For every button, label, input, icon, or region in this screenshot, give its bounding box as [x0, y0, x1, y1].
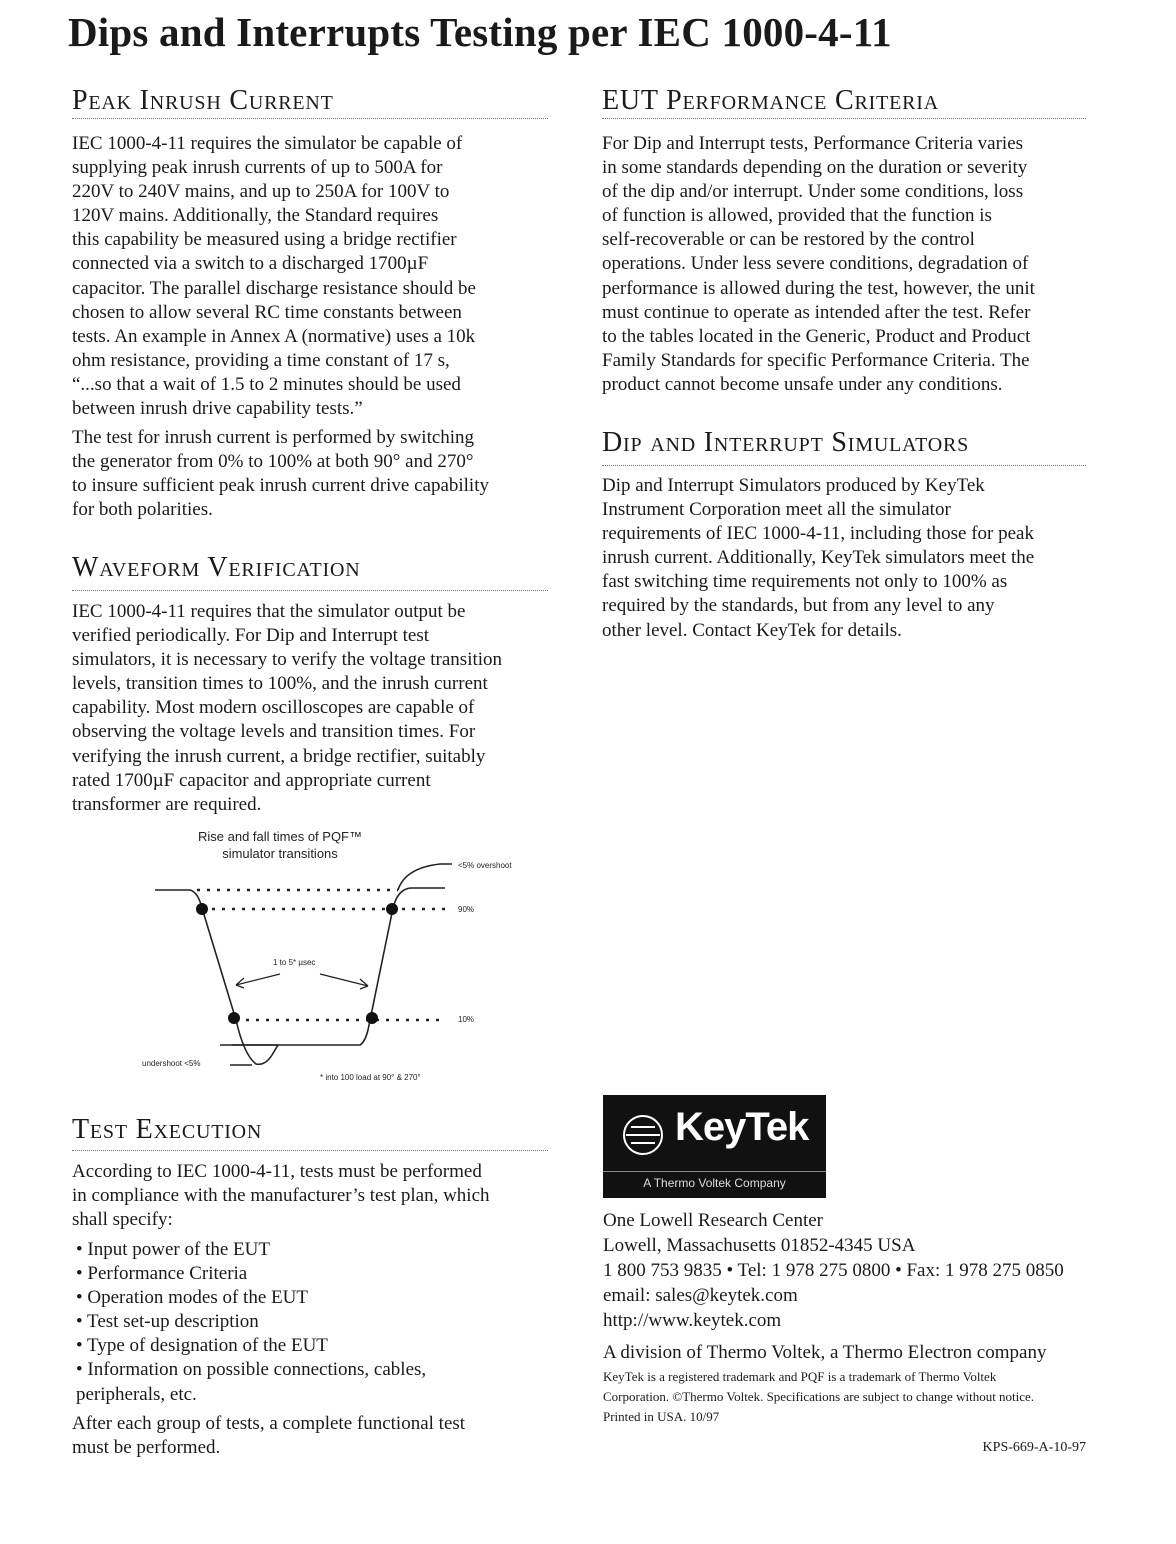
footnote-label: * into 100 load at 90° & 270° [320, 1073, 421, 1082]
text-line: operations. Under less severe conditions, degradation of [602, 253, 1029, 275]
test-paragraph-2 [72, 1412, 465, 1460]
divider [602, 118, 1086, 119]
text-line: transformer are required. [72, 793, 262, 815]
text-line: After each group of tests, a complete functional test [72, 1413, 466, 1434]
text-line: this capability be measured using a bridge rectifier [72, 229, 457, 251]
text-line: Printed in USA. 10/97 [603, 1409, 720, 1424]
text-line: 120V mains. Additionally, the Standard requires [72, 205, 439, 227]
heading-peak-inrush-current: Peak Inrush Current [72, 85, 334, 116]
text-line: between inrush drive capability tests.” [72, 398, 363, 420]
text-line: • Operation modes of the EUT [76, 1287, 308, 1309]
text-line: for both polarities. [72, 499, 213, 521]
overshoot-label: <5% overshoot [458, 861, 512, 870]
page-title: Dips and Interrupts Testing per IEC 1000-4-11 [68, 9, 892, 55]
peak-paragraph-2 [72, 426, 489, 522]
text-line: • Type of designation of the EUT [76, 1335, 328, 1357]
text-line: • Information on possible connections, cables, [76, 1359, 427, 1381]
transition-diagram [140, 820, 560, 1090]
divider [72, 1150, 548, 1151]
text-line: simulators, it is necessary to verify the voltage transition [72, 649, 503, 671]
divider [72, 118, 548, 119]
text-line: requirements of IEC 1000-4-11, including those for peak [602, 523, 1034, 545]
transition-time-label: 1 to 5* µsec [273, 958, 316, 967]
text-line: required by the standards, but from any level to any [602, 595, 995, 617]
simulators-paragraph [602, 474, 1034, 643]
text-line: to insure sufficient peak inrush current drive capability [72, 475, 489, 497]
text-line: • Performance Criteria [76, 1263, 248, 1285]
text-line: 220V to 240V mains, and up to 250A for 100V to [72, 181, 450, 203]
undershoot-label: undershoot <5% [142, 1059, 201, 1068]
text-line: self-recoverable or can be restored by the control [602, 229, 975, 251]
text-line: product cannot become unsafe under any conditions. [602, 373, 1003, 395]
text-line: Dip and Interrupt Simulators produced by KeyTek [602, 475, 985, 496]
text-line: of function is allowed, provided that the function is [602, 205, 992, 227]
text-line: the generator from 0% to 100% at both 90° and 270° [72, 451, 474, 473]
text-line: Lowell, Massachusetts 01852-4345 USA [603, 1235, 916, 1256]
text-line: levels, transition times to 100%, and the inrush current [72, 673, 488, 695]
reference-lines [197, 890, 445, 1020]
text-line: “...so that a wait of 1.5 to 2 minutes should be used [72, 373, 461, 395]
text-line: observing the voltage levels and transition times. For [72, 721, 476, 743]
text-line: • Input power of the EUT [76, 1239, 270, 1260]
heading-eut-performance-criteria: EUT Performance Criteria [602, 85, 939, 116]
text-line: peripherals, etc. [76, 1383, 197, 1405]
arrows [236, 974, 368, 989]
diagram-title-2: simulator transitions [222, 846, 338, 861]
text-line: of the dip and/or interrupt. Under some conditions, loss [602, 181, 1024, 203]
text-line: must continue to operate as intended after the test. Refer [602, 301, 1031, 323]
waveform-paragraph [72, 600, 502, 817]
text-line: For Dip and Interrupt tests, Performance Criteria varies [602, 133, 1024, 154]
keytek-logo [603, 1095, 826, 1198]
text-line: rated 1700µF capacitor and appropriate current [72, 769, 431, 791]
text-line: in compliance with the manufacturer’s test plan, which [72, 1185, 490, 1207]
text-line: Corporation. ©Thermo Voltek. Specifications are subject to change without notice. [603, 1389, 1035, 1404]
text-line: performance is allowed during the test, however, the unit [602, 277, 1035, 299]
logo-name: KeyTek [675, 1105, 809, 1149]
text-line: IEC 1000-4-11 requires that the simulator output be [72, 601, 466, 622]
peak-paragraph-1 [72, 132, 476, 421]
text-line: capability. Most modern oscilloscopes are capable of [72, 697, 475, 719]
text-line: verifying the inrush current, a bridge rectifier, suitably [72, 745, 486, 767]
heading-waveform-verification: Waveform Verification [72, 552, 361, 583]
text-line: Family Standards for specific Performance Criteria. The [602, 349, 1030, 371]
divider [602, 465, 1086, 466]
text-line: Instrument Corporation meet all the simulator [602, 499, 951, 521]
text-line: KeyTek is a registered trademark and PQF is a trademark of Thermo Voltek [603, 1369, 997, 1384]
text-line: must be performed. [72, 1437, 221, 1459]
test-paragraph-1 [72, 1160, 490, 1232]
text-line: One Lowell Research Center [603, 1210, 823, 1231]
text-line: supplying peak inrush currents of up to 500A for [72, 157, 443, 179]
diagram-title-1: Rise and fall times of PQF™ [198, 829, 362, 844]
text-line: IEC 1000-4-11 requires the simulator be capable of [72, 133, 463, 154]
logo-subtitle: A Thermo Voltek Company [603, 1171, 826, 1194]
text-line: ohm resistance, providing a time constant of 17 s, [72, 349, 450, 371]
text-line: According to IEC 1000-4-11, tests must be performed [72, 1161, 482, 1182]
test-bullet-list [76, 1238, 426, 1407]
eut-paragraph [602, 132, 1035, 397]
text-line: shall specify: [72, 1209, 173, 1231]
document-code: KPS-669-A-10-97 [982, 1440, 1086, 1455]
level-10-label: 10% [458, 1015, 475, 1024]
text-line: 1 800 753 9835 • Tel: 1 978 275 0800 • Fax: 1 978 275 0850 [603, 1260, 1064, 1281]
text-line: verified periodically. For Dip and Interrupt test [72, 625, 430, 647]
text-line: tests. An example in Annex A (normative) uses a 10k [72, 325, 476, 347]
heading-test-execution: Test Execution [72, 1114, 263, 1145]
keytek-emblem-icon [621, 1113, 665, 1157]
text-line: http://www.keytek.com [603, 1310, 782, 1331]
address-block [603, 1208, 1064, 1333]
text-line: chosen to allow several RC time constants between [72, 301, 462, 323]
text-line: inrush current. Additionally, KeyTek simulators meet the [602, 547, 1035, 569]
text-line: The test for inrush current is performed by switching [72, 427, 475, 448]
text-line: to the tables located in the Generic, Product and Product [602, 325, 1031, 347]
text-line: connected via a switch to a discharged 1700µF [72, 253, 429, 275]
heading-dip-interrupt-simulators: Dip and Interrupt Simulators [602, 427, 970, 458]
divider [72, 590, 548, 591]
text-line: capacitor. The parallel discharge resistance should be [72, 277, 476, 299]
text-line: • Test set-up description [76, 1311, 259, 1333]
text-line: email: sales@keytek.com [603, 1285, 798, 1306]
level-90-label: 90% [458, 905, 475, 914]
division-line: A division of Thermo Voltek, a Thermo Electron company [603, 1342, 1047, 1363]
text-line: other level. Contact KeyTek for details. [602, 619, 902, 641]
text-line: fast switching time requirements not only to 100% as [602, 571, 1008, 593]
legal-notice [603, 1367, 1034, 1427]
text-line: in some standards depending on the duration or severity [602, 157, 1028, 179]
